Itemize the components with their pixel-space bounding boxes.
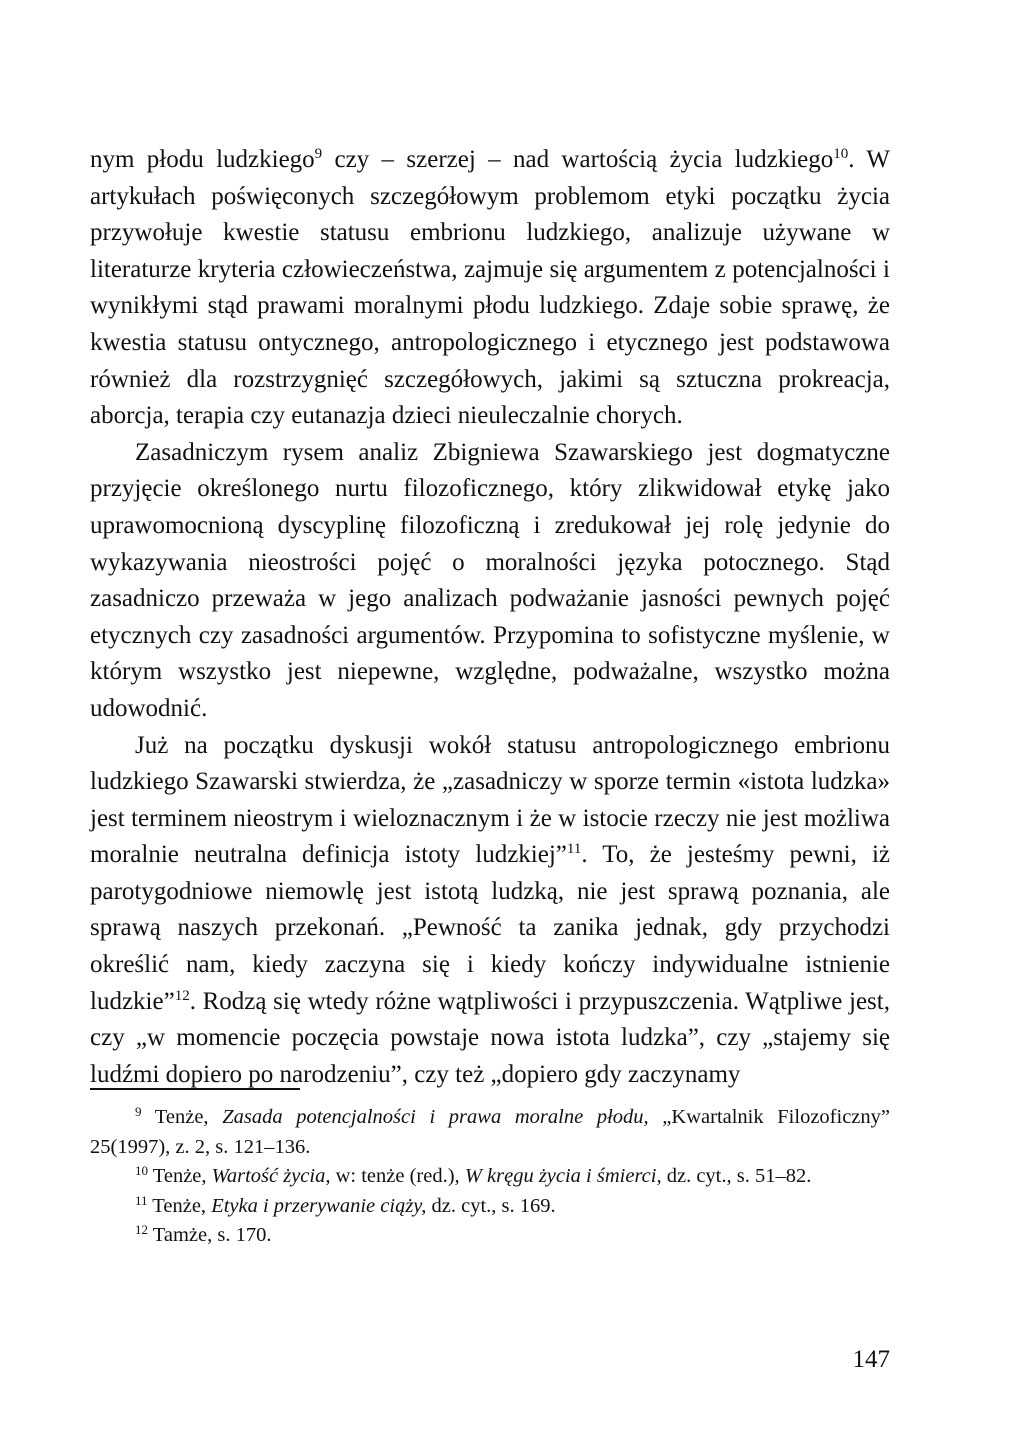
footnote-separator bbox=[90, 1088, 300, 1090]
footnote-marker: 10 bbox=[135, 1163, 148, 1178]
footnote-marker: 11 bbox=[135, 1192, 148, 1208]
footnote-marker: 12 bbox=[135, 1222, 148, 1237]
text-segment: Tenże, bbox=[148, 1165, 212, 1187]
text-segment: . To, że jesteśmy pewni, iż parotygodniowe niemowlę jest istotą ludzką, nie jest sprawą poznania, ale sprawą naszych przekonań. „Pewność ta zanika jednak, gdy przychodzi określić nam, kiedy zaczyna się i kiedy kończy indywidualne istnienie ludzkie” bbox=[90, 841, 890, 1015]
paragraph bbox=[90, 142, 890, 435]
footnote bbox=[90, 1162, 890, 1192]
footnote bbox=[90, 1103, 890, 1162]
footnote bbox=[90, 1221, 890, 1251]
text-segment: czy – szerzej – nad wartością życia ludzkiego bbox=[322, 146, 834, 173]
footnote bbox=[90, 1192, 890, 1222]
italic-title: Wartość życia, bbox=[211, 1165, 331, 1187]
text-segment: Zasadniczym rysem analiz Zbigniewa Szawarskiego jest dogmatyczne przyjęcie określonego nurtu filozoficznego, który zlikwidował etykę jako uprawomocnioną dyscyplinę filozoficzną i zredukował jej rolę jedynie do wykazywania nieostrości pojęć o moralności języka potocznego. Stąd zasadniczo przeważa w jego analizach podważanie jasności pewnych pojęć etycznych czy zasadności argumentów. Przypomina to sofistyczne myślenie, w którym wszystko jest niepewne, względne, podważalne, wszystko można udowodnić. bbox=[90, 438, 890, 722]
text-segment: „Kwartalnik Filozoficzny” 25(1997), z. 2, s. 121–136. bbox=[90, 1106, 890, 1158]
italic-title: Zasada potencjalności i prawa moralne płodu, bbox=[222, 1106, 649, 1128]
text-segment: nym płodu ludzkiego bbox=[90, 146, 315, 173]
text-segment: Tamże, s. 170. bbox=[148, 1224, 272, 1246]
footnotes bbox=[90, 1103, 890, 1251]
text-segment: . W artykułach poświęconych szczegółowym problemom etyki początku życia przywołuje kwestie statusu embrionu ludzkiego, analizuje używane w literaturze kryteria człowieczeństwa, zajmuje się argumentem z potencjalności i wynikłymi stąd prawami moralnymi płodu ludzkiego. Zdaje sobie sprawę, że kwestia statusu ontycznego, antropologicznego i etycznego jest podstawowa również dla rozstrzygnięć szczegółowych, jakimi są sztuczna prokreacja, aborcja, terapia czy eutanazja dzieci nieuleczalnie chorych. bbox=[90, 146, 890, 430]
text-segment: Już na początku dyskusji wokół statusu antropologicznego embrionu ludzkiego Szawarski stwierdza, że „zasadniczy w sporze termin «istota ludzka» jest terminem nieostrym i wieloznacznym i że w istocie rzeczy nie jest możliwa moralnie neutralna definicja istoty ludzkiej” bbox=[90, 731, 890, 869]
text-segment: dz. cyt., s. 51–82. bbox=[661, 1165, 812, 1187]
footnote-marker: 10 bbox=[833, 146, 849, 162]
italic-title: Etyka i przerywanie ciąży, bbox=[211, 1194, 427, 1217]
page-number: 147 bbox=[852, 1346, 890, 1373]
main-text bbox=[90, 142, 890, 1093]
footnote-marker: 11 bbox=[566, 841, 582, 858]
text-segment: dz. cyt., s. 169. bbox=[426, 1194, 556, 1217]
text-segment: Tenże, bbox=[141, 1106, 223, 1128]
footnote-marker: 9 bbox=[135, 1104, 142, 1119]
paragraph bbox=[90, 435, 890, 728]
text-segment: . Rodzą się wtedy różne wątpliwości i przypuszczenia. Wątpliwe jest, czy „w momencie poczęcia powstaje nowa istota ludzka”, czy „stajemy się ludźmi dopiero po narodzeniu”, czy też „dopiero gdy zaczynamy bbox=[90, 987, 890, 1088]
footnote-marker: 12 bbox=[174, 987, 190, 1004]
paragraph bbox=[90, 728, 890, 1094]
text-segment: Tenże, bbox=[147, 1194, 212, 1217]
italic-title: W kręgu życia i śmierci, bbox=[464, 1165, 662, 1187]
footnote-marker: 9 bbox=[314, 146, 323, 162]
text-segment: w: tenże (red.), bbox=[330, 1165, 465, 1187]
